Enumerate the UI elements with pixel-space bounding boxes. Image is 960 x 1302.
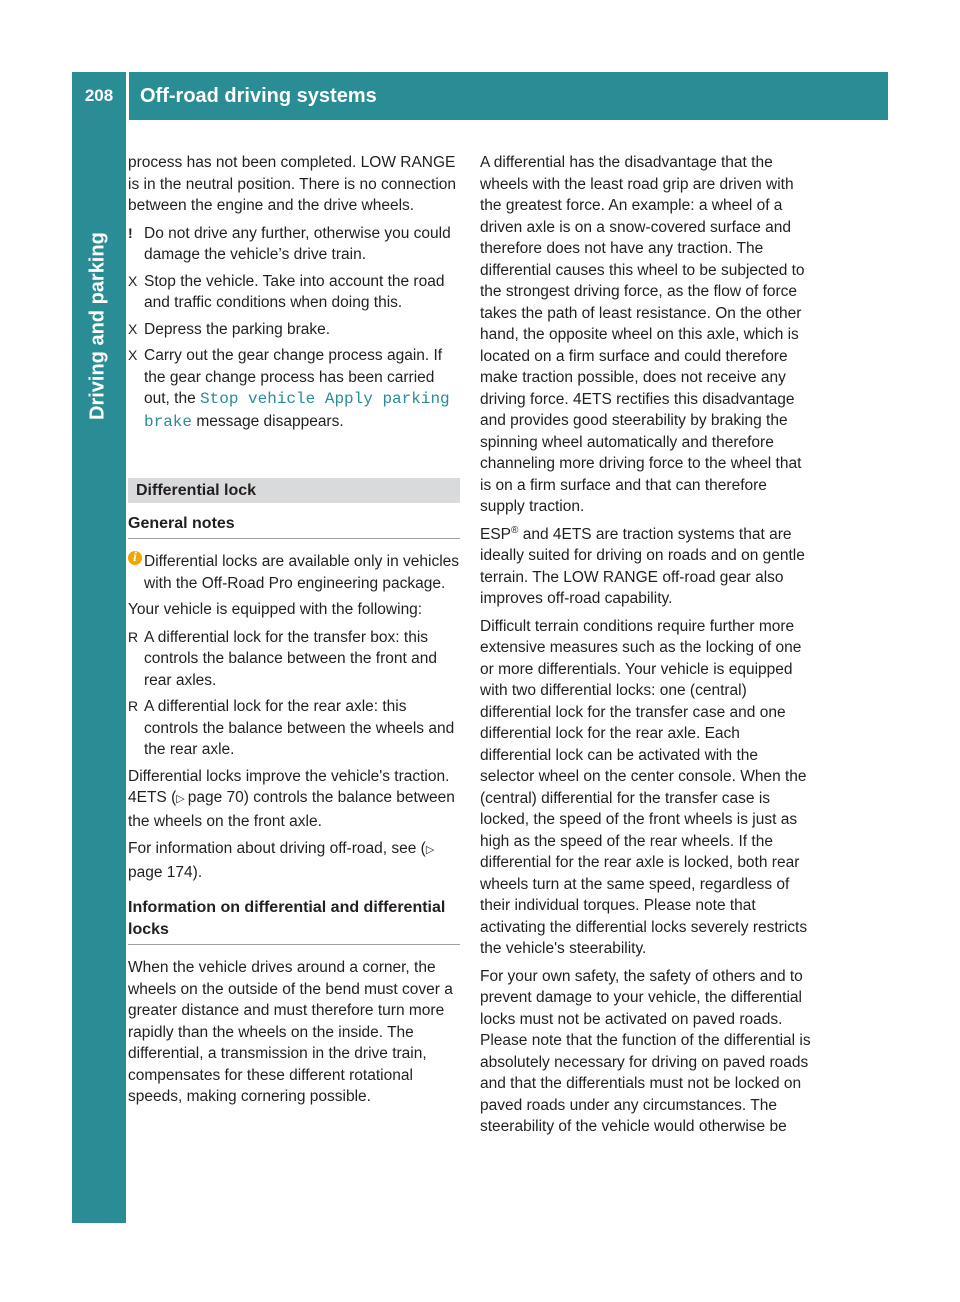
right-column (480, 152, 814, 1144)
paragraph: Your vehicle is equipped with the following: (128, 601, 423, 618)
warning-icon: ! (128, 224, 133, 241)
registered-mark: ® (511, 524, 519, 536)
paragraph: When the vehicle drives around a corner, the wheels on the outside of the bend must cover a greater distance and must therefore turn more rapidly than the wheels on the inside. The differential, a transmission in the drive train, compensates for these different rotational speeds, making cornering possible. (128, 959, 453, 1105)
subsection-heading: General notes (128, 513, 460, 539)
step-arrow-icon: X (128, 347, 138, 363)
step-text: message disappears. (192, 412, 344, 430)
step-item (128, 271, 460, 314)
paragraph: Difficult terrain conditions require further more extensive measures such as the locking of one or more differentials. Your vehicle is equipped with two differential locks: one (central) differential lock for the transfer case and one differential lock for the rear axle. Each differential lock can be activated with the selector wheel on the center console. When the (central) differential for the transfer case is locked, the speed of the front wheels is just as high as the speed of the rear wheels. If the differential for the rear axle is locked, both rear wheels turn at the same speed, regardless of their individual torques. Please note that activating the differential locks severely restricts the vehicle's steerability. (480, 617, 808, 957)
bullet-icon: R (128, 698, 139, 714)
bullet-text: A differential lock for the rear axle: this controls the balance between the wheels and the rear axle. (144, 698, 455, 758)
warning-note (128, 223, 460, 266)
bullet-text: A differential lock for the transfer box: this controls the balance between the front and rear axles. (144, 628, 437, 689)
step-item (128, 319, 460, 341)
subsection-heading: Information on differential and differential locks (128, 897, 460, 945)
header-divider (126, 72, 129, 120)
step-text: Carry out the gear change process again. If the gear change process has been carried out, the (144, 347, 443, 407)
bullet-item (128, 627, 460, 692)
page-reference-link[interactable]: page 70 (187, 789, 244, 806)
paragraph: ESP® and 4ETS are traction systems that are ideally suited for driving on roads and on gentle terrain. The LOW RANGE off-road gear also improves off-road capability. (480, 524, 805, 607)
bullet-item (128, 696, 460, 761)
section-title: Off-road driving systems (140, 84, 377, 107)
section-heading: Differential lock (128, 478, 460, 503)
step-item (128, 345, 460, 433)
step-arrow-icon: X (128, 320, 138, 337)
page-ref-arrow-icon: ▷ (425, 844, 435, 856)
paragraph: For your own safety, the safety of others and to prevent damage to your vehicle, the differential locks must not be activated on paved roads. Please note that the function of the differential is absolutely necessary for driving on paved roads and that the differentials must not be locked on paved roads under any circumstances. The steerability of the vehicle would otherwise be (480, 967, 811, 1135)
warning-text: Do not drive any further, otherwise you could damage the vehicle’s drive train. (144, 224, 451, 263)
step-arrow-icon: X (128, 272, 138, 289)
display-message: Stop vehicle Apply parking brake (144, 390, 450, 431)
page-number: 208 (84, 86, 114, 105)
paragraph: Differential locks improve the vehicle's traction. 4ETS (▷ page 70) controls the balance between the wheels on the front axle. (128, 767, 455, 830)
side-tab-label: Driving and parking (86, 232, 109, 420)
paragraph: process has not been completed. LOW RANGE is in the neutral position. There is no connection between the engine and the drive wheels. (128, 154, 456, 214)
info-text: Differential locks are available only in vehicles with the Off-Road Pro engineering package. (144, 553, 460, 592)
step-text: Depress the parking brake. (144, 320, 331, 338)
paragraph: For information about driving off-road, see (▷ page 174). (128, 840, 435, 881)
info-note (128, 551, 460, 594)
bullet-icon: R (128, 628, 139, 645)
info-icon: i (128, 551, 142, 565)
paragraph: A differential has the disadvantage that the wheels with the least road grip are driven with the greatest force. An example: a wheel of a driven axle is on a snow-covered surface and therefore does not have any traction. The differential causes this wheel to be subjected to the strongest driving force, as the flow of force takes the path of least resistance. On the other hand, the opposite wheel on this axle, which is located on a firm surface and could therefore make traction possible, does not receive any driving force. 4ETS rectifies this disadvantage and provides good steerability by braking the spinning wheel automatically and therefore channeling more driving force to the wheel that is on a firm surface and that can therefore supply traction. (480, 154, 805, 515)
page-ref-arrow-icon: ▷ (176, 793, 188, 805)
step-text: Stop the vehicle. Take into account the road and traffic conditions when doing this. (144, 272, 445, 311)
page-reference-link[interactable]: page 174 (128, 863, 193, 881)
left-column (128, 152, 460, 1114)
